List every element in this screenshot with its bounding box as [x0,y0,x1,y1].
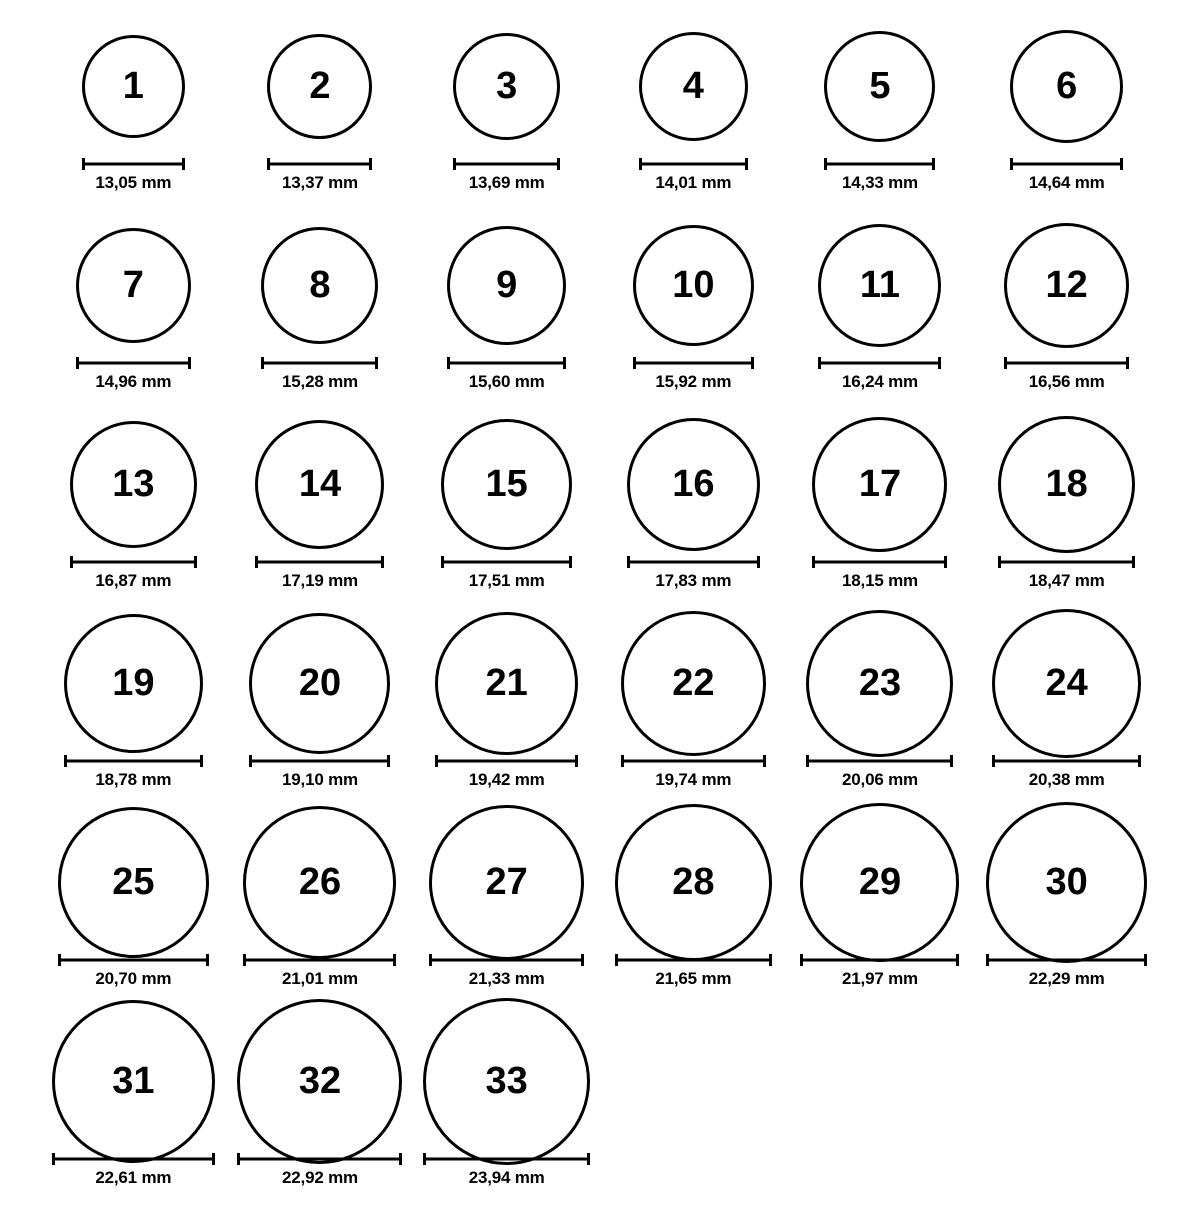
ring-circle-wrap [806,615,953,751]
ring-size-cell [600,615,787,814]
ring-diameter-label: 20,06 mm [842,770,918,789]
ring-measure [58,954,209,989]
ring-size-cell [973,416,1160,615]
ring-diameter-label: 19,42 mm [468,770,545,789]
ring-diameter-label: 22,92 mm [282,1168,358,1187]
dimension-arrow-icon [255,556,384,568]
ring-size-cell [787,615,974,814]
ring-size-label: 28 [672,861,715,903]
dimension-arrow-icon [58,954,209,966]
ring-circle [453,33,560,140]
ring-size-cell [413,416,600,615]
ring-diameter-label: 17,83 mm [655,571,732,590]
ring-size-cell [973,615,1160,814]
ring-circle [806,610,953,757]
ring-size-label: 12 [1045,264,1088,306]
ring-diameter-label: 15,60 mm [468,372,545,391]
ring-circle [243,806,396,959]
ring-size-label: 7 [122,264,144,306]
dimension-arrow-icon [1004,357,1129,369]
ring-diameter-label: 17,51 mm [468,571,545,590]
ring-size-cell [787,217,974,416]
ring-measure [627,556,760,591]
ring-circle-wrap [52,1013,215,1149]
ring-circle [267,34,372,139]
ring-circle-wrap [441,416,572,552]
dimension-arrow-icon [615,954,772,966]
dimension-arrow-icon [261,357,378,369]
ring-measure [633,357,754,392]
ring-measure [255,556,384,591]
ring-circle-wrap [986,814,1147,950]
ring-diameter-label: 20,38 mm [1028,770,1105,789]
dimension-arrow-icon [429,954,584,966]
ring-diameter-label: 13,37 mm [282,173,358,192]
ring-size-label: 29 [858,861,902,903]
ring-size-label: 1 [122,65,144,107]
ring-measure [52,1153,215,1188]
ring-diameter-label: 15,28 mm [282,372,358,391]
ring-diameter-label: 19,10 mm [282,770,358,789]
ring-circle-wrap [76,217,191,353]
ring-size-label: 22 [672,662,715,704]
ring-circle [1004,223,1129,348]
dimension-arrow-icon [76,357,191,369]
ring-size-label: 33 [485,1060,528,1102]
ring-size-cell [40,1013,227,1212]
dimension-arrow-icon [267,158,372,170]
ring-diameter-label: 14,64 mm [1028,173,1105,192]
ring-measure [64,755,203,790]
dimension-arrow-icon [633,357,754,369]
ring-size-label: 27 [485,861,528,903]
ring-size-cell [973,217,1160,416]
ring-circle-wrap [82,18,185,154]
ring-measure [621,755,766,790]
ring-circle [237,999,402,1164]
ring-measure [615,954,772,989]
dimension-arrow-icon [453,158,560,170]
ring-size-label: 23 [858,662,902,704]
ring-circle [70,421,197,548]
ring-measure [243,954,396,989]
ring-diameter-label: 14,01 mm [655,173,732,192]
ring-circle-wrap [249,615,390,751]
ring-circle-wrap [423,1013,590,1149]
ring-diameter-label: 16,87 mm [95,571,172,590]
ring-diameter-label: 15,92 mm [655,372,732,391]
ring-diameter-label: 21,65 mm [655,969,732,988]
ring-circle [82,35,185,138]
dimension-arrow-icon [824,158,935,170]
ring-size-label: 18 [1045,463,1088,505]
ring-size-cell [600,217,787,416]
dimension-arrow-icon [818,357,941,369]
ring-measure [261,357,378,392]
ring-circle [824,31,935,142]
ring-circle [812,417,947,552]
ring-circle [58,807,209,958]
ring-size-label: 6 [1056,65,1078,107]
ring-size-label: 25 [112,861,155,903]
ring-circle-wrap [255,416,384,552]
ring-size-label: 3 [496,65,518,107]
ring-size-label: 31 [112,1060,155,1102]
ring-circle-wrap [812,416,947,552]
ring-measure [423,1153,590,1188]
ring-diameter-label: 18,78 mm [95,770,172,789]
ring-circle-wrap [267,18,372,154]
ring-size-cell [600,18,787,217]
ring-size-cell [787,18,974,217]
ring-size-cell [413,217,600,416]
ring-circle-wrap [627,416,760,552]
ring-measure [818,357,941,392]
ring-size-label: 21 [485,662,528,704]
ring-diameter-label: 18,47 mm [1028,571,1105,590]
ring-diameter-label: 22,29 mm [1028,969,1105,988]
ring-size-label: 19 [112,662,155,704]
ring-circle-wrap [435,615,578,751]
ring-diameter-label: 14,33 mm [842,173,918,192]
ring-diameter-label: 22,61 mm [95,1168,172,1187]
ring-size-cell [787,416,974,615]
dimension-arrow-icon [998,556,1135,568]
ring-size-label: 30 [1045,861,1088,903]
ring-size-cell [973,814,1160,1013]
ring-measure [76,357,191,392]
ring-measure [237,1153,402,1188]
ring-circle-wrap [800,814,959,950]
ring-size-cell [40,814,227,1013]
ring-size-label: 9 [496,264,518,306]
dimension-arrow-icon [237,1153,402,1165]
ring-circle [441,419,572,550]
ring-diameter-label: 23,94 mm [468,1168,545,1187]
ring-measure [447,357,566,392]
ring-circle [615,804,772,961]
ring-size-label: 16 [672,463,715,505]
ring-circle-wrap [818,217,941,353]
ring-circle [76,228,191,343]
ring-circle-wrap [1010,18,1123,154]
ring-circle-wrap [824,18,935,154]
dimension-arrow-icon [64,755,203,767]
ring-circle-wrap [58,814,209,950]
ring-diameter-label: 13,69 mm [468,173,545,192]
ring-circle [1010,30,1123,143]
ring-circle-wrap [64,615,203,751]
dimension-arrow-icon [435,755,578,767]
ring-circle [633,225,754,346]
ring-measure [453,158,560,193]
dimension-arrow-icon [70,556,197,568]
dimension-arrow-icon [249,755,390,767]
ring-circle-wrap [237,1013,402,1149]
ring-circle [986,802,1147,963]
ring-measure [429,954,584,989]
ring-size-label: 14 [298,463,342,505]
ring-circle-wrap [621,615,766,751]
ring-diameter-label: 21,97 mm [842,969,918,988]
ring-size-label: 17 [858,463,902,505]
ring-measure [441,556,572,591]
ring-size-cell [40,615,227,814]
ring-circle-wrap [992,615,1141,751]
ring-size-label: 5 [869,65,891,107]
ring-measure [986,954,1147,989]
dimension-arrow-icon [243,954,396,966]
ring-circle-wrap [639,18,748,154]
ring-measure [639,158,748,193]
ring-size-cell [973,18,1160,217]
dimension-arrow-icon [447,357,566,369]
ring-size-label: 24 [1045,662,1088,704]
ring-measure [435,755,578,790]
ring-circle [249,613,390,754]
ring-measure [267,158,372,193]
ring-diameter-label: 16,24 mm [842,372,918,391]
ring-measure [824,158,935,193]
ring-diameter-label: 21,33 mm [468,969,545,988]
ring-circle [255,420,384,549]
dimension-arrow-icon [992,755,1141,767]
ring-size-cell [227,18,414,217]
dimension-arrow-icon [441,556,572,568]
ring-circle [423,998,590,1165]
dimension-arrow-icon [423,1153,590,1165]
ring-circle-wrap [615,814,772,950]
ring-size-label: 11 [859,264,901,306]
dimension-arrow-icon [1010,158,1123,170]
ring-size-label: 4 [682,65,704,107]
ring-circle-wrap [447,217,566,353]
ring-size-cell [227,1013,414,1212]
dimension-arrow-icon [986,954,1147,966]
ring-circle [64,614,203,753]
ring-size-cell [40,217,227,416]
ring-circle-wrap [261,217,378,353]
dimension-arrow-icon [806,755,953,767]
ring-size-label: 2 [309,65,331,107]
ring-measure [1010,158,1123,193]
ring-diameter-label: 18,15 mm [842,571,918,590]
ring-size-label: 32 [298,1060,342,1102]
ring-circle [435,612,578,755]
ring-measure [992,755,1141,790]
ring-circle-wrap [1004,217,1129,353]
ring-circle [429,805,584,960]
ring-circle-wrap [70,416,197,552]
ring-diameter-label: 13,05 mm [95,173,172,192]
ring-size-label: 10 [672,264,715,306]
ring-circle [998,416,1135,553]
ring-circle-wrap [243,814,396,950]
ring-measure [812,556,947,591]
ring-circle [52,1000,215,1163]
ring-size-cell [413,1013,600,1212]
ring-size-cell [413,18,600,217]
ring-circle [818,224,941,347]
ring-circle-wrap [429,814,584,950]
ring-size-cell [40,416,227,615]
ring-circle [621,611,766,756]
ring-circle-wrap [453,18,560,154]
ring-measure [249,755,390,790]
ring-size-label: 15 [485,463,528,505]
dimension-arrow-icon [627,556,760,568]
ring-size-cell [413,615,600,814]
ring-measure [82,158,185,193]
ring-diameter-label: 19,74 mm [655,770,732,789]
dimension-arrow-icon [621,755,766,767]
ring-size-cell [787,814,974,1013]
dimension-arrow-icon [800,954,959,966]
ring-circle [992,609,1141,758]
ring-size-label: 26 [298,861,342,903]
ring-diameter-label: 14,96 mm [95,372,172,391]
ring-size-label: 8 [309,264,331,306]
ring-size-cell [227,814,414,1013]
ring-measure [1004,357,1129,392]
ring-circle-wrap [998,416,1135,552]
ring-measure [70,556,197,591]
dimension-arrow-icon [812,556,947,568]
ring-size-cell [227,217,414,416]
ring-size-cell [40,18,227,217]
ring-diameter-label: 17,19 mm [282,571,358,590]
ring-size-cell [227,615,414,814]
ring-size-cell [600,416,787,615]
ring-size-cell [227,416,414,615]
dimension-arrow-icon [639,158,748,170]
ring-circle [800,803,959,962]
ring-diameter-label: 16,56 mm [1028,372,1105,391]
ring-circle [639,32,748,141]
ring-size-grid [40,18,1160,1212]
ring-measure [800,954,959,989]
ring-size-label: 13 [112,463,155,505]
ring-circle [627,418,760,551]
ring-size-cell [600,814,787,1013]
dimension-arrow-icon [82,158,185,170]
ring-measure [998,556,1135,591]
ring-size-label: 20 [298,662,342,704]
ring-circle [261,227,378,344]
ring-measure [806,755,953,790]
ring-circle-wrap [633,217,754,353]
dimension-arrow-icon [52,1153,215,1165]
ring-diameter-label: 20,70 mm [95,969,172,988]
ring-circle [447,226,566,345]
ring-size-cell [413,814,600,1013]
ring-diameter-label: 21,01 mm [282,969,358,988]
